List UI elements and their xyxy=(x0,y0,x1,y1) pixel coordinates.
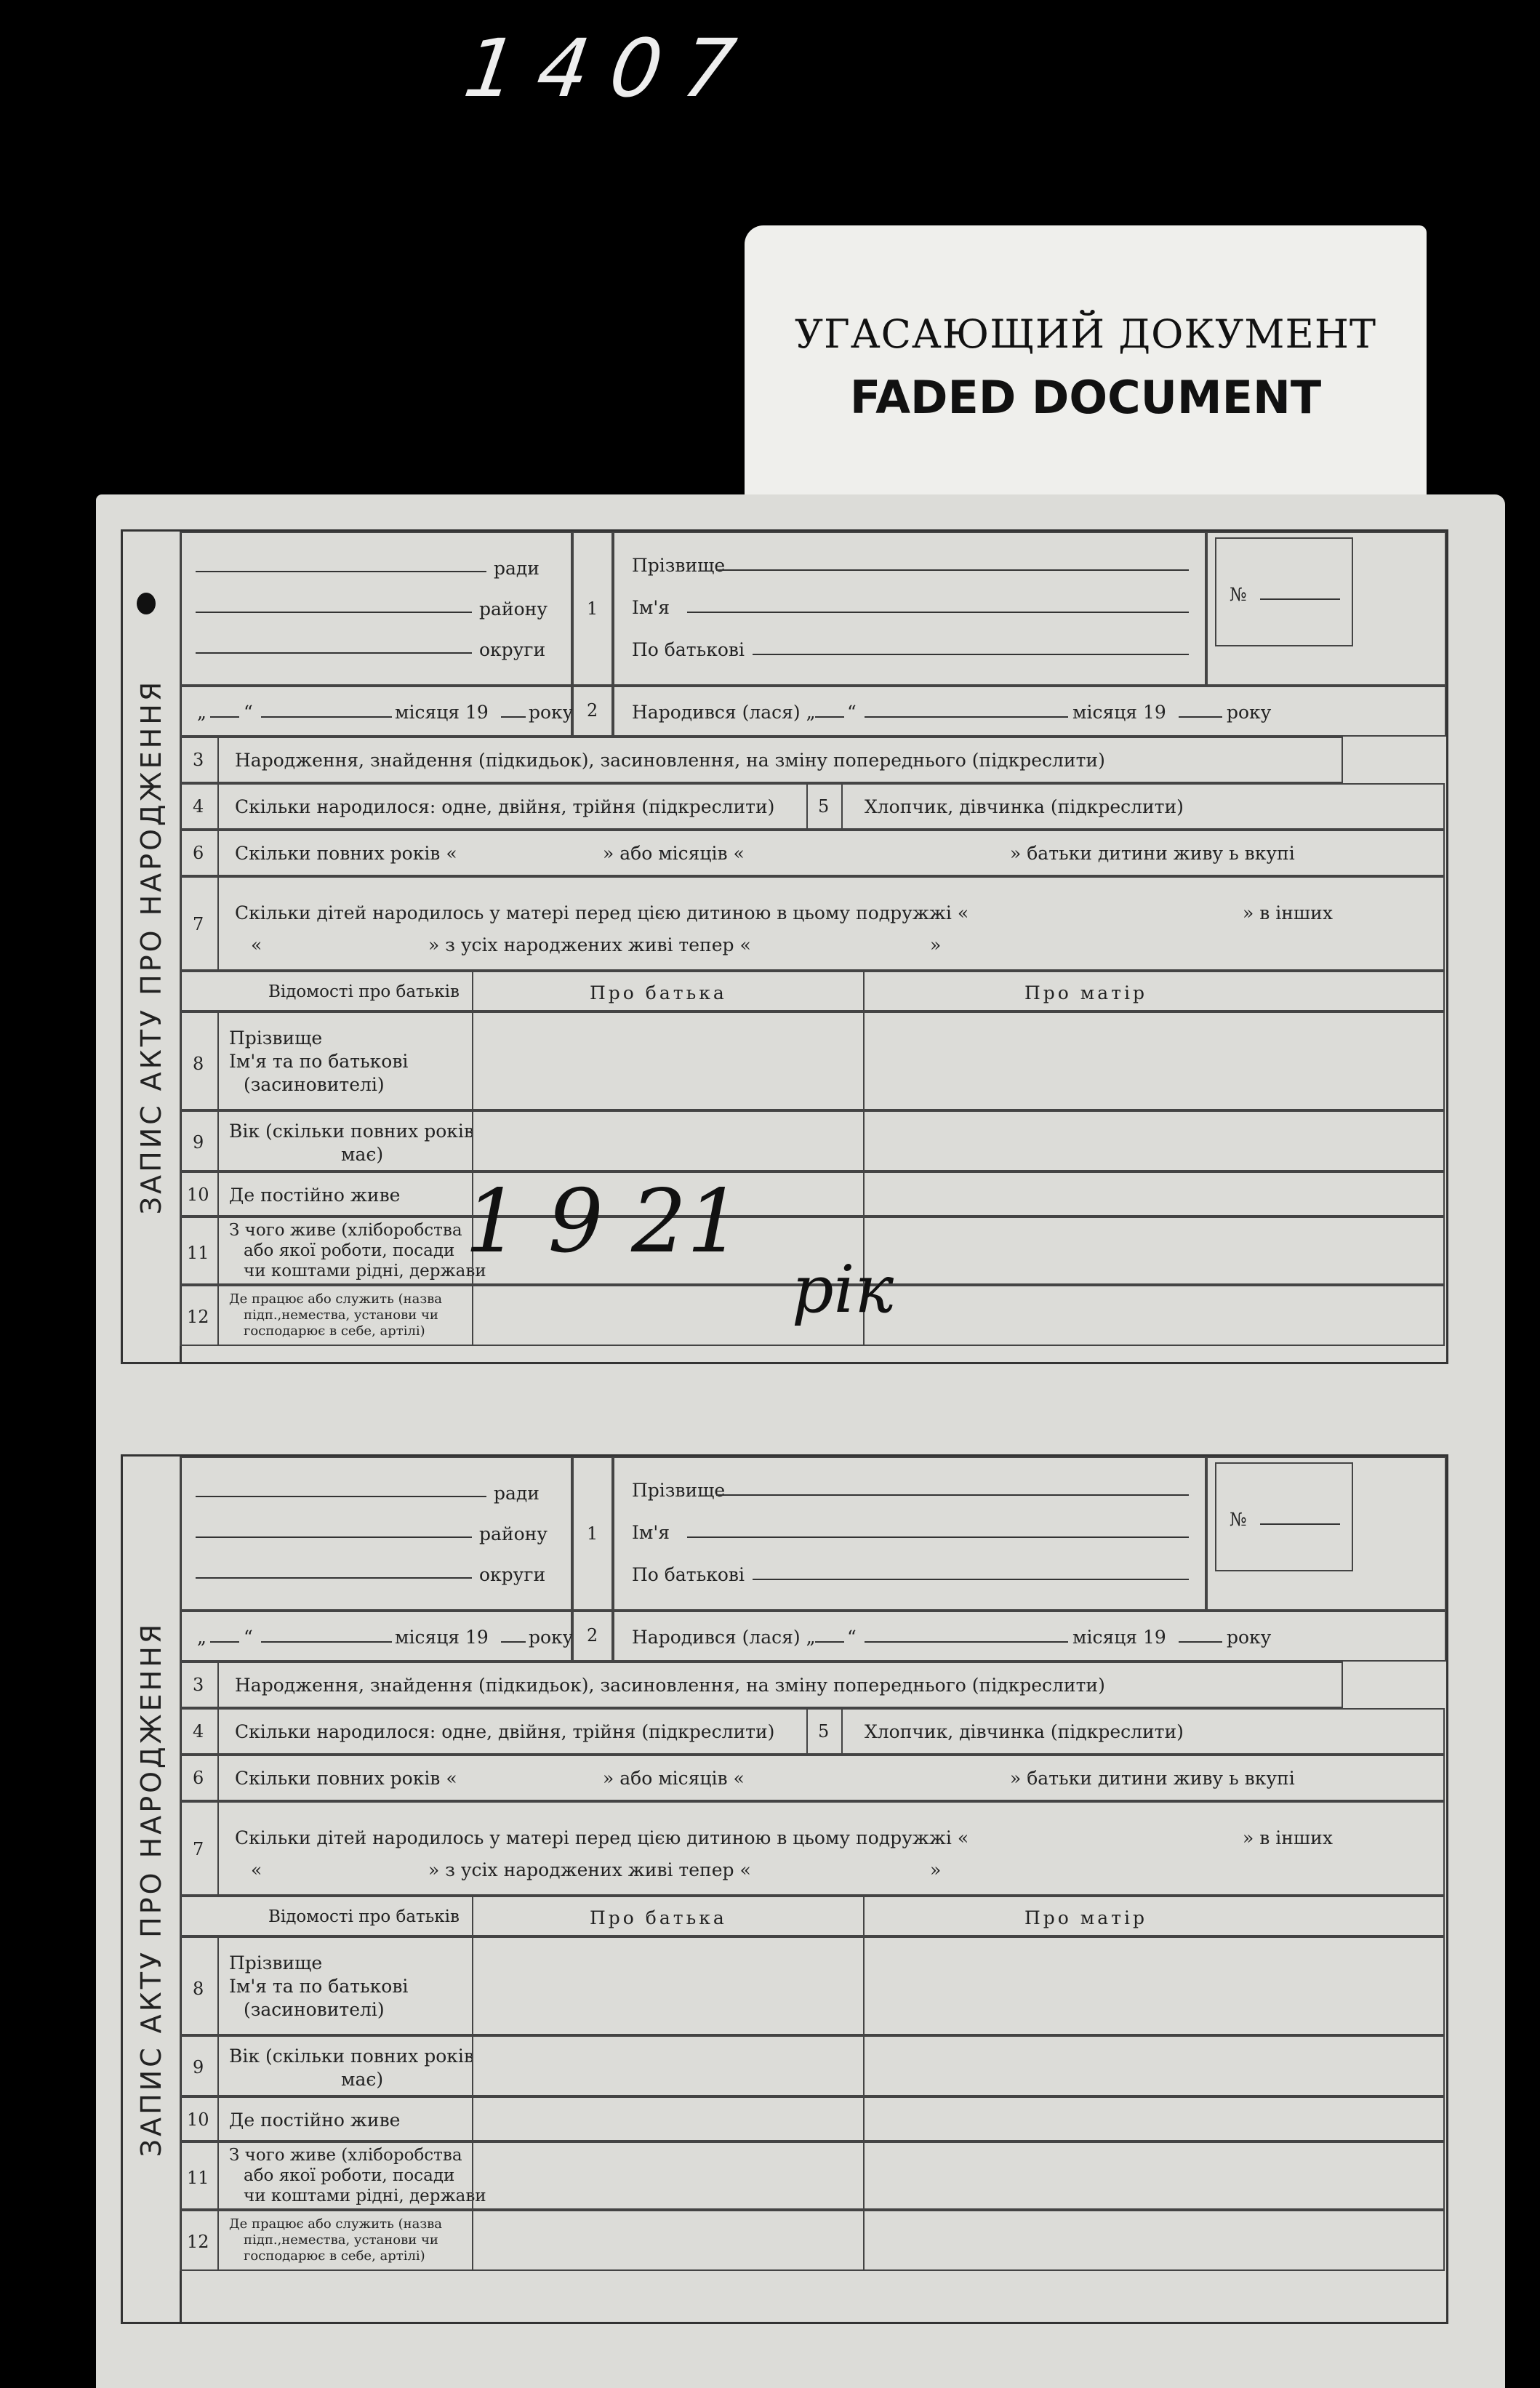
registration-date: „ “ місяця 19 року xyxy=(180,686,572,737)
rada-label: ради xyxy=(494,1483,540,1504)
birth-record-form-1 xyxy=(121,529,1448,1364)
okruhy-label: округи xyxy=(479,1564,546,1585)
row-number-2: 2 xyxy=(572,686,613,737)
form-side-title: ЗАПИС АКТУ ПРО НАРОДЖЕННЯ xyxy=(123,1457,182,2322)
birth-date: Народився (лася) „ “ місяця 19 року xyxy=(613,1611,1446,1662)
parents-table-header: Відомості про батьків Про батька Про матір xyxy=(180,971,1445,1011)
rayon-label: району xyxy=(479,1523,548,1544)
label-en: FADED DOCUMENT xyxy=(849,371,1322,424)
row-8: 8 Прізвище Ім'я та по батькові (засиновителі) xyxy=(180,1936,1445,2035)
number-block xyxy=(1206,532,1446,686)
row-number-2: 2 xyxy=(572,1611,613,1662)
registration-date: „ “ місяця 19 року xyxy=(180,1611,572,1662)
handwritten-year: 1 9 21 xyxy=(465,1171,742,1273)
archive-number: 1407 xyxy=(459,22,763,115)
location-block xyxy=(180,532,572,686)
name-label: Ім'я xyxy=(632,597,670,618)
row-number-1: 1 xyxy=(572,532,613,686)
patronymic-label: По батькові xyxy=(632,1564,745,1585)
surname-label: Прізвище xyxy=(632,1480,726,1501)
row-9: 9 Вік (скільки повних років має) xyxy=(180,2035,1445,2096)
name-block xyxy=(613,1457,1206,1611)
record-number-label: № xyxy=(1230,584,1247,605)
row-3: 3 Народження, знайдення (підкидьок), засиновлення, на зміну попереднього (підкреслити) xyxy=(180,737,1343,783)
faded-document-label xyxy=(745,225,1427,516)
rada-label: ради xyxy=(494,558,540,579)
record-number-label: № xyxy=(1230,1509,1247,1530)
surname-label: Прізвище xyxy=(632,555,726,576)
birth-date: Народився (лася) „ “ місяця 19 року xyxy=(613,686,1446,737)
row-6: 6 Скільки повних років « » або місяців « » батьки дитини живу ь вкупі xyxy=(180,1755,1445,1801)
row-10: 10 Де постійно живе xyxy=(180,2096,1445,2141)
row-9: 9 Вік (скільки повних років має) xyxy=(180,1110,1445,1171)
parents-table-header: Відомості про батьків Про батька Про матір xyxy=(180,1896,1445,1936)
number-block xyxy=(1206,1457,1446,1611)
row-number-1: 1 xyxy=(572,1457,613,1611)
location-block xyxy=(180,1457,572,1611)
label-ru: УГАСАЮЩИЙ ДОКУМЕНТ xyxy=(794,311,1377,357)
row-7: 7 Скільки дітей народилось у матері перед цією дитиною в цьому подружжі « » в інших « » з усіх народжених живі тепер « » xyxy=(180,1801,1445,1896)
form-side-title: ЗАПИС АКТУ ПРО НАРОДЖЕННЯ xyxy=(123,532,182,1362)
name-label: Ім'я xyxy=(632,1522,670,1543)
row-3: 3 Народження, знайдення (підкидьок), засиновлення, на зміну попереднього (підкреслити) xyxy=(180,1662,1343,1708)
row-10: 10 Де постійно живе xyxy=(180,1171,1445,1217)
row-11: 11 З чого живе (хліборобства або якої роботи, посади чи коштами рідні, держави xyxy=(180,1217,1445,1285)
birth-record-form-2 xyxy=(121,1454,1448,2324)
row-4-5: 4 Скільки народилося: одне, двійня, трійня (підкреслити) 5 Хлопчик, дівчинка (підкреслити) xyxy=(180,783,1445,830)
row-6: 6 Скільки повних років « » або місяців « » батьки дитини живу ь вкупі xyxy=(180,830,1445,876)
row-7: 7 Скільки дітей народилось у матері перед цією дитиною в цьому подружжі « » в інших « » з усіх народжених живі тепер « » xyxy=(180,876,1445,971)
row-12: 12 Де працює або служить (назва підп.,немества, установи чи господарює в себе, артілі) xyxy=(180,2210,1445,2271)
name-block xyxy=(613,532,1206,686)
row-12: 12 Де працює або служить (назва підп.,немества, установи чи господарює в себе, артілі) xyxy=(180,1285,1445,1346)
handwritten-word: рік xyxy=(792,1251,894,1328)
row-8: 8 Прізвище Ім'я та по батькові (засиновителі) xyxy=(180,1011,1445,1110)
rayon-label: району xyxy=(479,598,548,620)
patronymic-label: По батькові xyxy=(632,639,745,660)
row-4-5: 4 Скільки народилося: одне, двійня, трійня (підкреслити) 5 Хлопчик, дівчинка (підкреслити) xyxy=(180,1708,1445,1755)
row-11: 11 З чого живе (хліборобства або якої роботи, посади чи коштами рідні, держави xyxy=(180,2141,1445,2210)
okruhy-label: округи xyxy=(479,639,546,660)
